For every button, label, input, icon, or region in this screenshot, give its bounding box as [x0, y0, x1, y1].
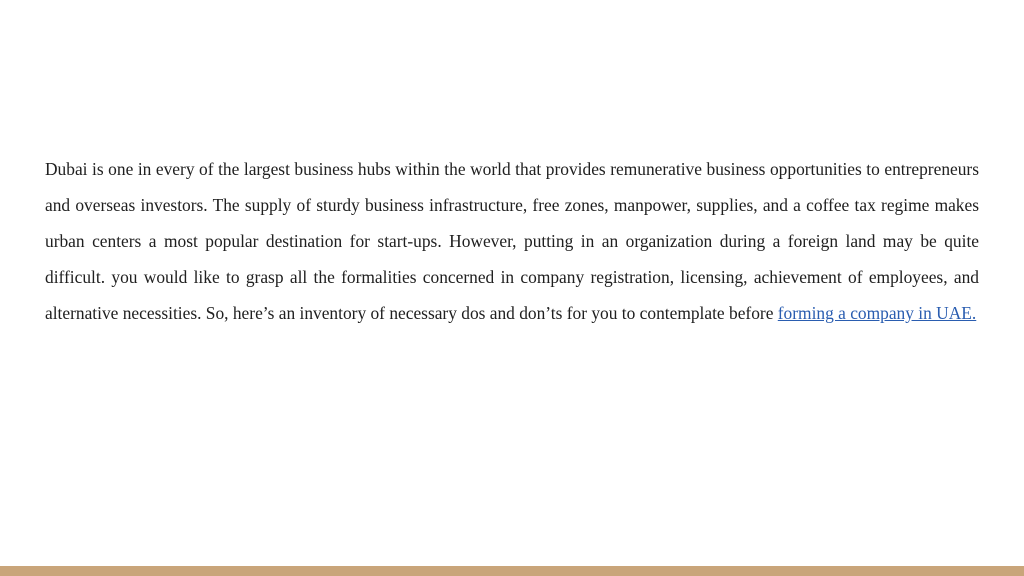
bottom-accent-bar	[0, 566, 1024, 576]
paragraph-text: Dubai is one in every of the largest business hubs within the world that provides remunerative business opportunities to entrepreneurs and overseas investors. The supply of sturdy business infrastructure, free zones, manpower, supplies, and a coffee tax regime makes urban centers a most popular destination for start-ups. However, putting in an organization during a foreign land may be quite difficult. you would like to grasp all the formalities concerned in company registration, licensing, achievement of employees, and alternative necessities. So, here’s an inventory of necessary dos and don’ts for you to contemplate before	[45, 159, 979, 323]
company-formation-link[interactable]: forming a company in UAE.	[777, 303, 977, 323]
body-paragraph	[45, 151, 979, 331]
